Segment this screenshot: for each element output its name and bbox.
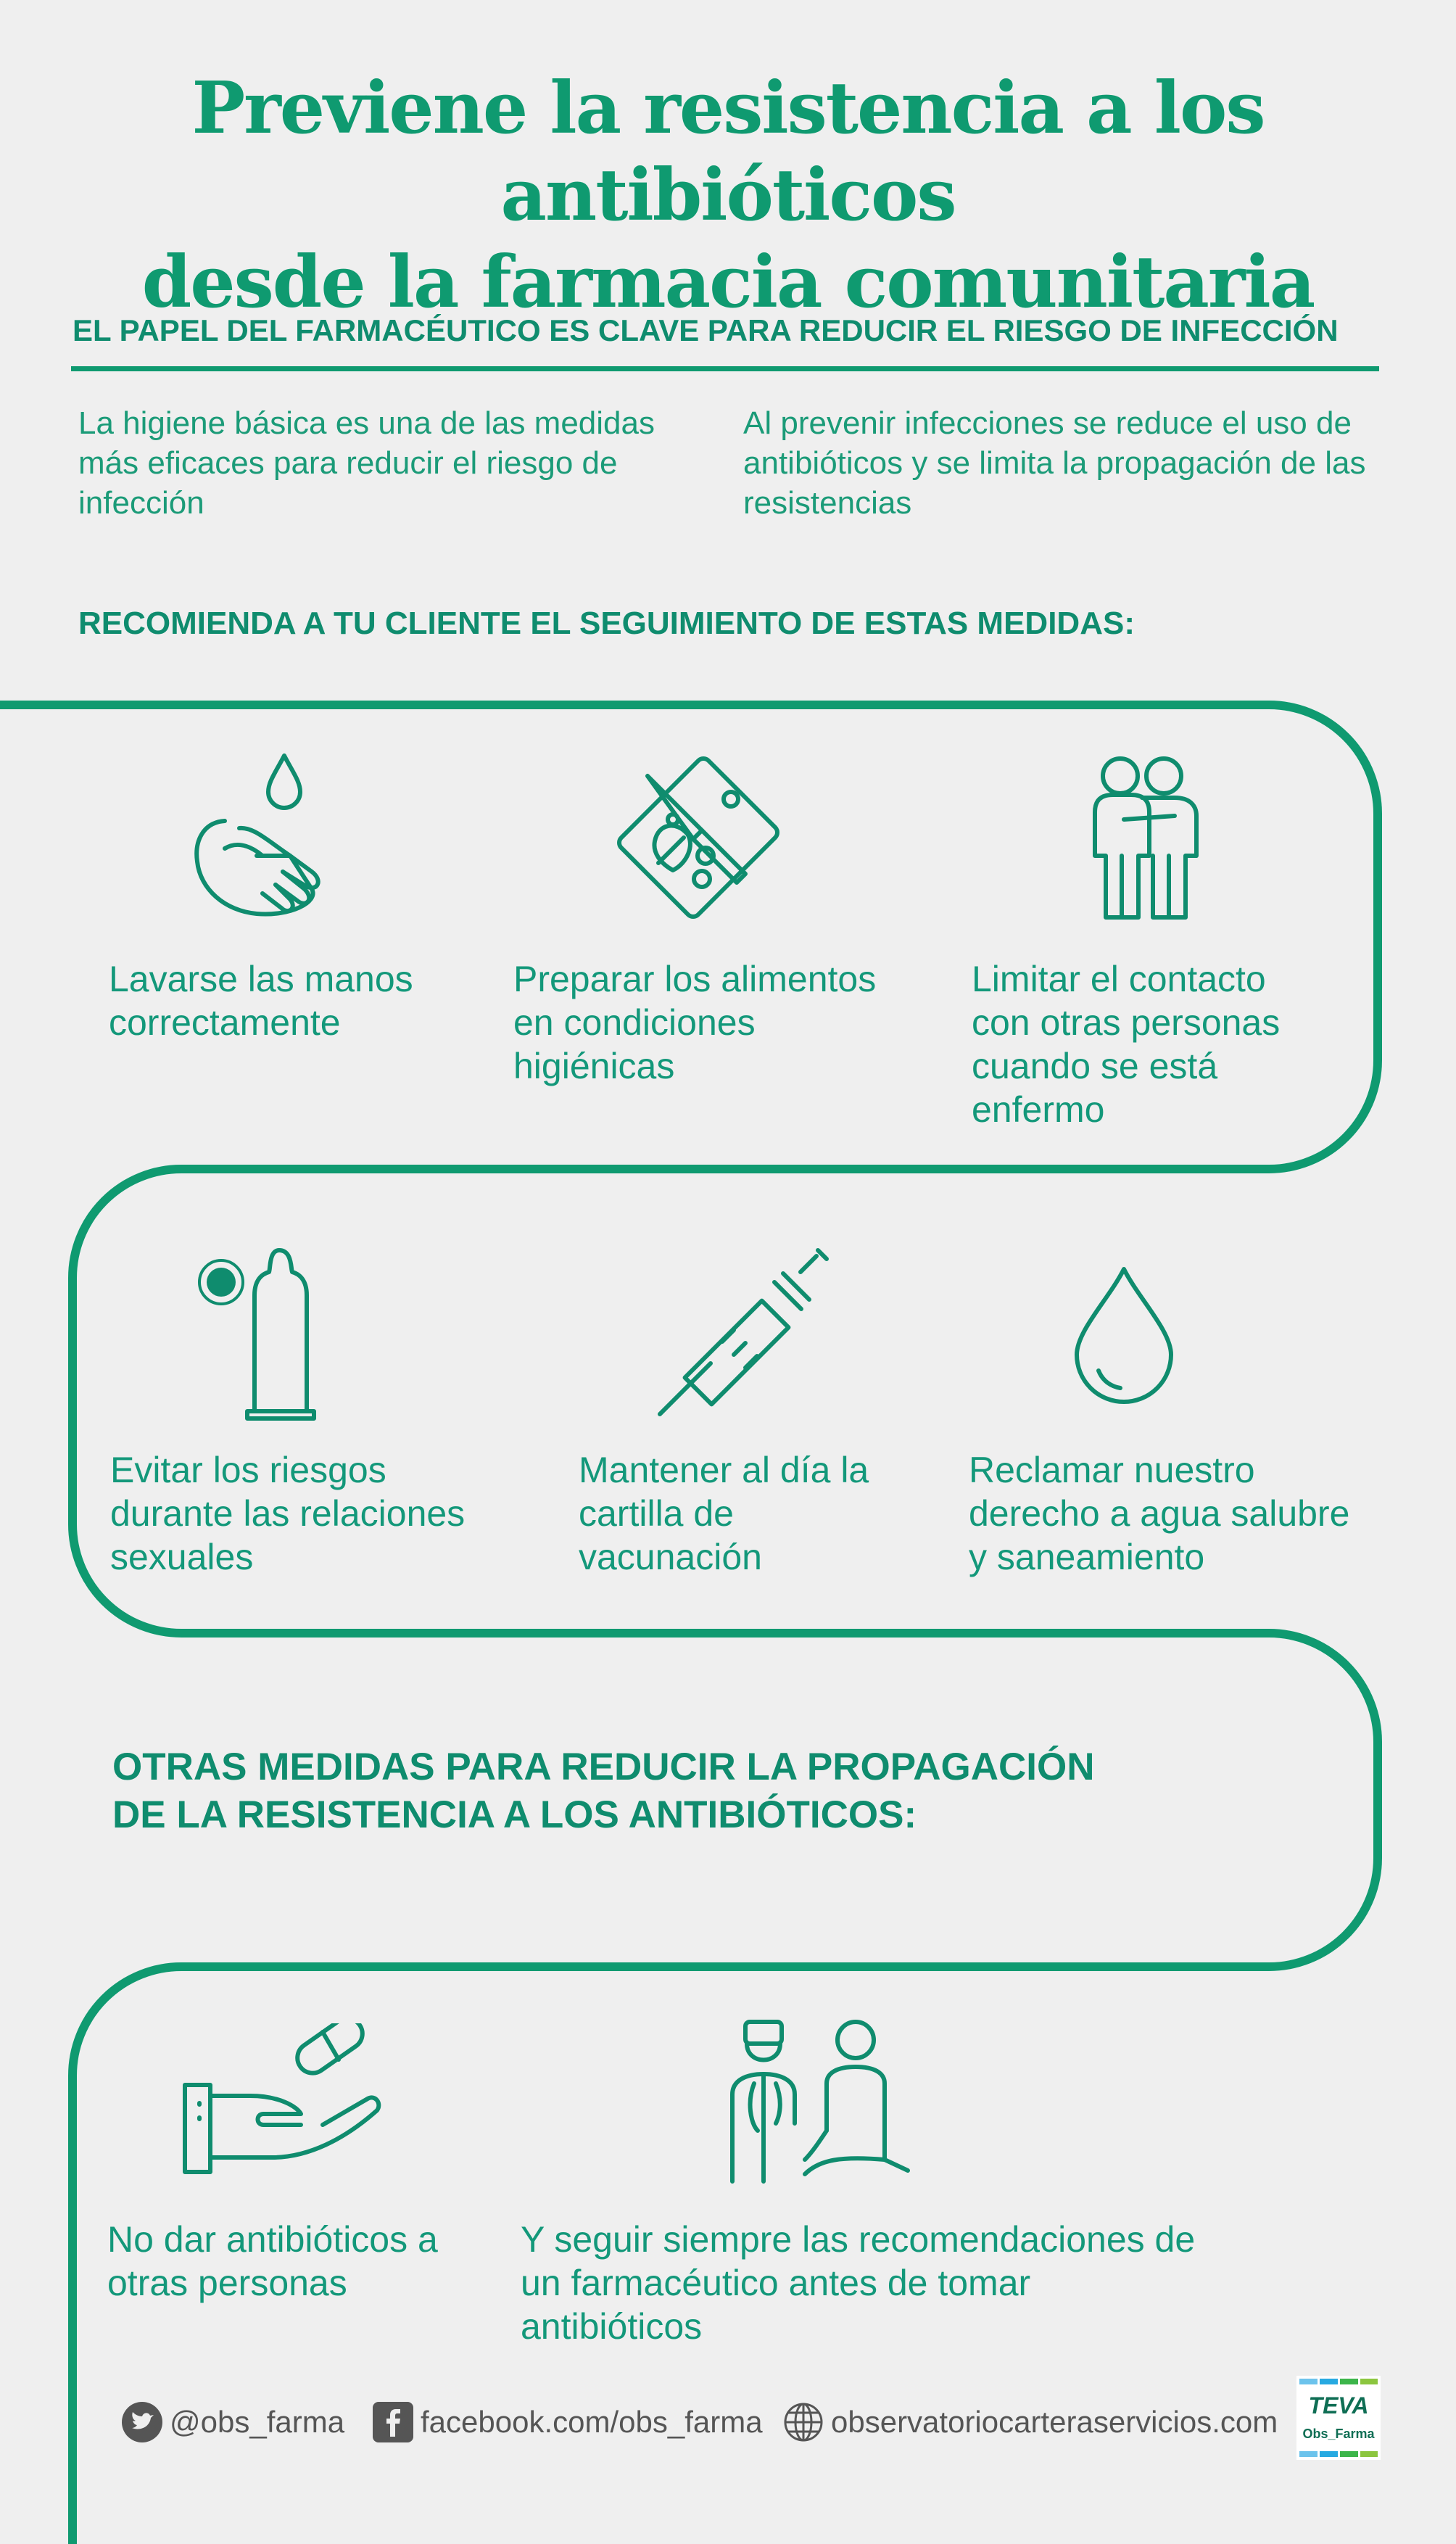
- section-subheading: EL PAPEL DEL FARMACÉUTICO ES CLAVE PARA REDUCIR EL RIESGO DE INFECCIÓN: [73, 313, 1339, 347]
- footer-twitter[interactable]: [122, 2402, 344, 2442]
- logo-text: Obs_Farma: [1302, 2427, 1375, 2441]
- people-icon: [1080, 754, 1211, 928]
- other-label-pharmacist: Y seguir siempre las recomendaciones de un farmacéutico antes de tomar antibióticos: [521, 2219, 1196, 2347]
- measure-label-vaccine: Mantener al día la cartilla de vacunación: [579, 1450, 869, 1577]
- twitter-icon: [122, 2402, 162, 2442]
- measure-label-hands: Lavarse las manos correctamente: [109, 959, 413, 1043]
- intro-left-text: La higiene básica es una de las medidas más eficaces para reducir el riesgo de infección: [78, 405, 655, 521]
- measure-label-water: Reclamar nuestro derecho a agua salubre y saneamiento: [969, 1450, 1350, 1577]
- measure-label-food: Preparar los alimentos en condiciones higiénicas: [513, 959, 877, 1086]
- website-url: observatoriocarteraservicios.com: [831, 2405, 1278, 2439]
- facebook-url: facebook.com/obs_farma: [421, 2405, 763, 2439]
- water-drop-icon: [1070, 1262, 1178, 1407]
- measure-label-contact: Limitar el contacto con otras personas cuando se está enfermo: [972, 959, 1281, 1130]
- cutting-board-icon: [615, 754, 789, 936]
- title-line-2: desde la farmacia comunitaria: [141, 241, 1315, 324]
- condom-icon: [192, 1240, 323, 1421]
- teva-obs-farma-logo: [1296, 2376, 1381, 2460]
- syringe-icon: [653, 1240, 834, 1421]
- other-heading-line-2: DE LA RESISTENCIA A LOS ANTIBIÓTICOS:: [112, 1793, 917, 1836]
- facebook-icon: [373, 2402, 413, 2442]
- title-line-1: Previene la resistencia a los antibióticos: [191, 67, 1265, 237]
- hand-washing-icon: [181, 747, 326, 936]
- other-label-no-sharing: No dar antibióticos a otras personas: [107, 2219, 438, 2303]
- footer-facebook[interactable]: [373, 2402, 763, 2442]
- footer-website[interactable]: [783, 2402, 1278, 2442]
- logo-brand: TEVA: [1308, 2392, 1369, 2419]
- pharmacist-patient-icon: [718, 2015, 914, 2189]
- globe-icon: [783, 2402, 824, 2442]
- measure-label-sex: Evitar los riesgos durante las relaciones sexuales: [110, 1450, 466, 1577]
- other-heading-line-1: OTRAS MEDIDAS PARA REDUCIR LA PROPAGACIÓN: [112, 1746, 1095, 1788]
- recommend-heading: RECOMIENDA A TU CLIENTE EL SEGUIMIENTO DE ESTAS MEDIDAS:: [78, 606, 1135, 641]
- intro-right-text: Al prevenir infecciones se reduce el uso de antibióticos y se limita la propagación de las resistencias: [743, 405, 1366, 521]
- twitter-handle: @obs_farma: [170, 2405, 345, 2439]
- hand-pill-icon: [178, 2023, 388, 2183]
- other-measures-heading: [112, 1743, 1094, 1839]
